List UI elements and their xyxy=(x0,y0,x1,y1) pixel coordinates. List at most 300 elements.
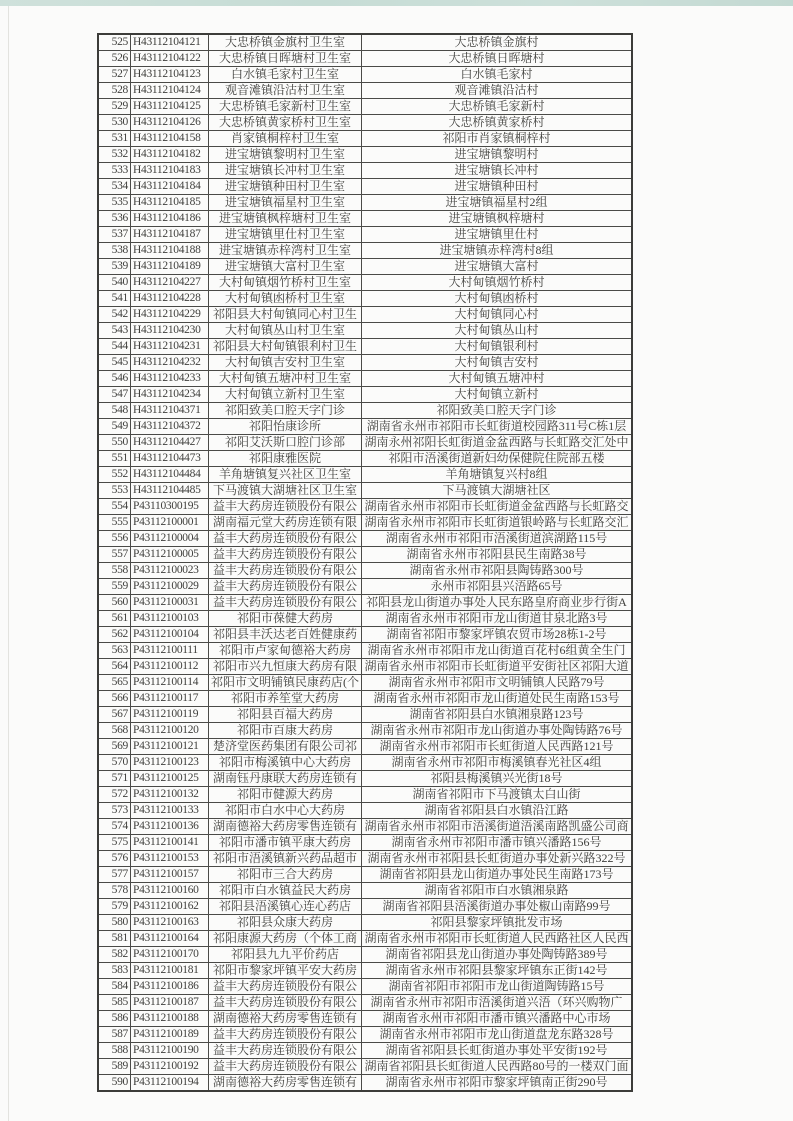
org-address-cell: 祁阳市肖家镇桐梓村 xyxy=(362,131,633,147)
table-row xyxy=(98,1043,632,1059)
org-name-cell: 湖南德裕大药房零售连锁有 xyxy=(209,1075,362,1092)
row-number-cell: 575 xyxy=(98,835,131,851)
row-number-cell: 541 xyxy=(98,291,131,307)
org-address-cell: 大村甸镇五塘冲村 xyxy=(362,371,633,387)
table-row xyxy=(98,51,632,67)
table-row xyxy=(98,307,632,323)
row-number-cell: 530 xyxy=(98,115,131,131)
org-code-cell: H43112104126 xyxy=(131,115,209,131)
row-number-cell: 535 xyxy=(98,195,131,211)
row-number-cell: 587 xyxy=(98,1027,131,1043)
org-address-cell: 大忠桥镇日晖塘村 xyxy=(362,51,633,67)
table-row xyxy=(98,579,632,595)
org-address-cell: 湖南省永州市祁阳市潘市镇兴潘路中心市场 xyxy=(362,1011,633,1027)
org-name-cell: 大村甸镇烟竹桥村卫生室 xyxy=(209,275,362,291)
org-code-cell: H43112104473 xyxy=(131,451,209,467)
org-code-cell: P43112100123 xyxy=(131,755,209,771)
org-address-cell: 大村甸镇吉安村 xyxy=(362,355,633,371)
org-name-cell: 大忠桥镇黄家桥村卫生室 xyxy=(209,115,362,131)
row-number-cell: 556 xyxy=(98,531,131,547)
org-code-cell: P43112100162 xyxy=(131,899,209,915)
org-name-cell: 大村甸镇五塘冲村卫生室 xyxy=(209,371,362,387)
row-number-cell: 529 xyxy=(98,99,131,115)
org-address-cell: 永州市祁阳县兴浯路65号 xyxy=(362,579,633,595)
org-code-cell: H43112104371 xyxy=(131,403,209,419)
table-row xyxy=(98,947,632,963)
org-code-cell: P43112100031 xyxy=(131,595,209,611)
org-code-cell: P43112100103 xyxy=(131,611,209,627)
table-row xyxy=(98,627,632,643)
org-code-cell: P43112100125 xyxy=(131,771,209,787)
org-address-cell: 湖南永州祁阳长虹街道金盆西路与长虹路交汇处中 xyxy=(362,435,633,451)
row-number-cell: 557 xyxy=(98,547,131,563)
org-address-cell: 羊角塘镇复兴村8组 xyxy=(362,467,633,483)
org-address-cell: 湖南省祁阳市祁阳市龙山街道陶铸路15号 xyxy=(362,979,633,995)
org-code-cell: P43112100121 xyxy=(131,739,209,755)
org-code-cell: P43112100104 xyxy=(131,627,209,643)
org-code-cell: H43112104121 xyxy=(131,34,209,51)
scan-edge-artifact xyxy=(0,0,793,6)
table-row xyxy=(98,227,632,243)
table-row xyxy=(98,275,632,291)
table-row xyxy=(98,339,632,355)
org-address-cell: 大村甸镇丛山村 xyxy=(362,323,633,339)
org-code-cell: P43110300195 xyxy=(131,499,209,515)
org-address-cell: 湖南省祁阳县长虹街道人民西路80号的一楼双门面 xyxy=(362,1059,633,1075)
table-row xyxy=(98,723,632,739)
org-name-cell: 祁阳市百康大药房 xyxy=(209,723,362,739)
org-address-cell: 大村甸镇凼桥村 xyxy=(362,291,633,307)
org-address-cell: 湖南省永州市祁阳市龙山街道百花村6组黄全生门 xyxy=(362,643,633,659)
org-name-cell: 湖南德裕大药房零售连锁有 xyxy=(209,819,362,835)
org-address-cell: 湖南省永州市祁阳县陶铸路300号 xyxy=(362,563,633,579)
org-name-cell: 益丰大药房连锁股份有限公 xyxy=(209,595,362,611)
org-address-cell: 湖南省永州市祁阳市浯溪街道浯溪南路凯盛公司商 xyxy=(362,819,633,835)
row-number-cell: 584 xyxy=(98,979,131,995)
org-code-cell: P43112100120 xyxy=(131,723,209,739)
org-code-cell: H43112104125 xyxy=(131,99,209,115)
org-address-cell: 湖南省祁阳市白水镇湘泉路 xyxy=(362,883,633,899)
org-name-cell: 祁阳市梅溪镇中心大药房 xyxy=(209,755,362,771)
org-code-cell: P43112100029 xyxy=(131,579,209,595)
org-code-cell: H43112104183 xyxy=(131,163,209,179)
org-address-cell: 湖南省永州市祁阳市长虹街道平安街社区祁阳大道 xyxy=(362,659,633,675)
org-address-cell: 大忠桥镇金旗村 xyxy=(362,34,633,51)
row-number-cell: 588 xyxy=(98,1043,131,1059)
org-code-cell: H43112104186 xyxy=(131,211,209,227)
org-name-cell: 进宝塘镇里仕村卫生室 xyxy=(209,227,362,243)
table-row xyxy=(98,739,632,755)
org-address-cell: 湖南省永州市祁阳市黎家坪镇南正街290号 xyxy=(362,1075,633,1092)
org-address-cell: 湖南省永州市祁阳市长虹街道校园路311号C栋1层 xyxy=(362,419,633,435)
row-number-cell: 581 xyxy=(98,931,131,947)
org-code-cell: H43112104187 xyxy=(131,227,209,243)
table-row xyxy=(98,979,632,995)
org-address-cell: 湖南省永州市祁阳市龙山街道处民生南路153号 xyxy=(362,691,633,707)
row-number-cell: 549 xyxy=(98,419,131,435)
org-address-cell: 湖南省祁阳县龙山街道办事处民生南路173号 xyxy=(362,867,633,883)
org-name-cell: 益丰大药房连锁股份有限公 xyxy=(209,1043,362,1059)
table-row xyxy=(98,259,632,275)
table-row xyxy=(98,691,632,707)
row-number-cell: 568 xyxy=(98,723,131,739)
org-name-cell: 祁阳县浯溪镇心连心药店 xyxy=(209,899,362,915)
org-code-cell: P43112100189 xyxy=(131,1027,209,1043)
org-address-cell: 湖南省永州市祁阳市龙山街道盘龙东路328号 xyxy=(362,1027,633,1043)
org-name-cell: 湖南福元堂大药房连锁有限 xyxy=(209,515,362,531)
org-address-cell: 进宝塘镇黎明村 xyxy=(362,147,633,163)
org-name-cell: 祁阳市黎家坪镇平安大药房 xyxy=(209,963,362,979)
org-code-cell: P43112100190 xyxy=(131,1043,209,1059)
table-row xyxy=(98,243,632,259)
org-code-cell: H43112104233 xyxy=(131,371,209,387)
org-name-cell: 祁阳市浯溪镇新兴药品超市 xyxy=(209,851,362,867)
table-row xyxy=(98,867,632,883)
table-row xyxy=(98,883,632,899)
org-code-cell: H43112104123 xyxy=(131,67,209,83)
org-code-cell: P43112100001 xyxy=(131,515,209,531)
row-number-cell: 532 xyxy=(98,147,131,163)
org-name-cell: 祁阳市白水中心大药房 xyxy=(209,803,362,819)
table-row xyxy=(98,403,632,419)
row-number-cell: 531 xyxy=(98,131,131,147)
org-code-cell: P43112100164 xyxy=(131,931,209,947)
table-row xyxy=(98,291,632,307)
org-name-cell: 祁阳县丰沃达老百姓健康药 xyxy=(209,627,362,643)
row-number-cell: 574 xyxy=(98,819,131,835)
org-code-cell: H43112104227 xyxy=(131,275,209,291)
scan-left-edge-line xyxy=(8,6,9,1121)
org-name-cell: 益丰大药房连锁股份有限公 xyxy=(209,979,362,995)
row-number-cell: 589 xyxy=(98,1059,131,1075)
org-address-cell: 湖南省永州市祁阳市长虹街道人民西路社区人民西 xyxy=(362,931,633,947)
org-code-cell: P43112100133 xyxy=(131,803,209,819)
org-code-cell: H43112104182 xyxy=(131,147,209,163)
table-row xyxy=(98,515,632,531)
table-row xyxy=(98,643,632,659)
table-row xyxy=(98,675,632,691)
row-number-cell: 572 xyxy=(98,787,131,803)
table-row xyxy=(98,547,632,563)
org-name-cell: 益丰大药房连锁股份有限公 xyxy=(209,531,362,547)
org-name-cell: 祁阳县众康大药房 xyxy=(209,915,362,931)
org-name-cell: 祁阳市白水镇益民大药房 xyxy=(209,883,362,899)
row-number-cell: 562 xyxy=(98,627,131,643)
org-address-cell: 湖南省祁阳县白水镇沿江路 xyxy=(362,803,633,819)
org-name-cell: 祁阳县大村甸镇同心村卫生 xyxy=(209,307,362,323)
row-number-cell: 542 xyxy=(98,307,131,323)
org-address-cell: 湖南省永州市祁阳市长虹街道人民西路121号 xyxy=(362,739,633,755)
org-code-cell: P43112100119 xyxy=(131,707,209,723)
row-number-cell: 582 xyxy=(98,947,131,963)
org-name-cell: 祁阳市健源大药房 xyxy=(209,787,362,803)
org-name-cell: 祁阳市卢家甸德裕大药房 xyxy=(209,643,362,659)
org-code-cell: P43112100188 xyxy=(131,1011,209,1027)
row-number-cell: 546 xyxy=(98,371,131,387)
row-number-cell: 539 xyxy=(98,259,131,275)
org-code-cell: H43112104231 xyxy=(131,339,209,355)
org-code-cell: P43112100153 xyxy=(131,851,209,867)
org-address-cell: 大村甸镇立新村 xyxy=(362,387,633,403)
org-address-cell: 下马渡镇大湖塘社区 xyxy=(362,483,633,499)
row-number-cell: 563 xyxy=(98,643,131,659)
org-code-cell: P43112100117 xyxy=(131,691,209,707)
org-name-cell: 大忠桥镇毛家新村卫生室 xyxy=(209,99,362,115)
org-code-cell: H43112104232 xyxy=(131,355,209,371)
org-name-cell: 进宝塘镇黎明村卫生室 xyxy=(209,147,362,163)
org-address-cell: 大村甸镇同心村 xyxy=(362,307,633,323)
org-code-cell: P43112100170 xyxy=(131,947,209,963)
table-row xyxy=(98,899,632,915)
org-name-cell: 白水镇毛家村卫生室 xyxy=(209,67,362,83)
table-row xyxy=(98,963,632,979)
row-number-cell: 544 xyxy=(98,339,131,355)
table-row xyxy=(98,323,632,339)
row-number-cell: 570 xyxy=(98,755,131,771)
org-address-cell: 祁阳县龙山街道办事处人民东路皇府商业步行街A xyxy=(362,595,633,611)
org-code-cell: P43112100186 xyxy=(131,979,209,995)
table-row xyxy=(98,531,632,547)
org-name-cell: 祁阳市潘市镇平康大药房 xyxy=(209,835,362,851)
org-address-cell: 湖南省永州市祁阳市龙山街道甘泉北路3号 xyxy=(362,611,633,627)
org-code-cell: P43112100111 xyxy=(131,643,209,659)
org-name-cell: 大村甸镇凼桥村卫生室 xyxy=(209,291,362,307)
row-number-cell: 528 xyxy=(98,83,131,99)
table-row xyxy=(98,1011,632,1027)
table-row xyxy=(98,195,632,211)
table-row xyxy=(98,1027,632,1043)
org-name-cell: 祁阳市三合大药房 xyxy=(209,867,362,883)
table-row xyxy=(98,163,632,179)
table-row xyxy=(98,611,632,627)
table-row xyxy=(98,387,632,403)
org-address-cell: 湖南省祁阳县长虹街道办事处平安街192号 xyxy=(362,1043,633,1059)
org-address-cell: 湖南省永州市祁阳县长虹街道办事处新兴路322号 xyxy=(362,851,633,867)
table-row xyxy=(98,1059,632,1075)
org-name-cell: 进宝塘镇福星村卫生室 xyxy=(209,195,362,211)
table-row xyxy=(98,131,632,147)
org-address-cell: 湖南省祁阳市下马渡镇太白山街 xyxy=(362,787,633,803)
org-address-cell: 进宝塘镇种田村 xyxy=(362,179,633,195)
org-name-cell: 进宝塘镇赤梓湾村卫生室 xyxy=(209,243,362,259)
org-code-cell: P43112100136 xyxy=(131,819,209,835)
org-address-cell: 湖南省永州市祁阳市文明铺镇人民路79号 xyxy=(362,675,633,691)
row-number-cell: 551 xyxy=(98,451,131,467)
table-row xyxy=(98,179,632,195)
table-row xyxy=(98,563,632,579)
row-number-cell: 559 xyxy=(98,579,131,595)
org-address-cell: 湖南省永州市祁阳市浯溪街道兴浯（环兴购物广 xyxy=(362,995,633,1011)
org-name-cell: 羊角塘镇复兴社区卫生室 xyxy=(209,467,362,483)
org-code-cell: H43112104185 xyxy=(131,195,209,211)
row-number-cell: 547 xyxy=(98,387,131,403)
org-code-cell: H43112104184 xyxy=(131,179,209,195)
row-number-cell: 526 xyxy=(98,51,131,67)
table-row xyxy=(98,451,632,467)
org-name-cell: 益丰大药房连锁股份有限公 xyxy=(209,579,362,595)
table-row xyxy=(98,851,632,867)
row-number-cell: 550 xyxy=(98,435,131,451)
row-number-cell: 534 xyxy=(98,179,131,195)
org-address-cell: 白水镇毛家村 xyxy=(362,67,633,83)
row-number-cell: 565 xyxy=(98,675,131,691)
org-name-cell: 进宝塘镇枫梓塘村卫生室 xyxy=(209,211,362,227)
org-code-cell: H43112104228 xyxy=(131,291,209,307)
row-number-cell: 548 xyxy=(98,403,131,419)
row-number-cell: 576 xyxy=(98,851,131,867)
org-address-cell: 大忠桥镇毛家新村 xyxy=(362,99,633,115)
org-code-cell: H43112104372 xyxy=(131,419,209,435)
org-address-cell: 湖南省永州市祁阳市长虹街道金盆西路与长虹路交 xyxy=(362,499,633,515)
table-row xyxy=(98,803,632,819)
org-name-cell: 大村甸镇吉安村卫生室 xyxy=(209,355,362,371)
org-name-cell: 大忠桥镇金旗村卫生室 xyxy=(209,34,362,51)
org-name-cell: 祁阳县百福大药房 xyxy=(209,707,362,723)
org-code-cell: P43112100004 xyxy=(131,531,209,547)
table-row xyxy=(98,755,632,771)
org-name-cell: 祁阳致美口腔天字门诊 xyxy=(209,403,362,419)
row-number-cell: 552 xyxy=(98,467,131,483)
org-name-cell: 祁阳市葆健大药房 xyxy=(209,611,362,627)
org-name-cell: 大忠桥镇日晖塘村卫生室 xyxy=(209,51,362,67)
row-number-cell: 567 xyxy=(98,707,131,723)
row-number-cell: 564 xyxy=(98,659,131,675)
row-number-cell: 571 xyxy=(98,771,131,787)
org-name-cell: 下马渡镇大湖塘社区卫生室 xyxy=(209,483,362,499)
table-row xyxy=(98,915,632,931)
org-code-cell: P43112100187 xyxy=(131,995,209,1011)
row-number-cell: 579 xyxy=(98,899,131,915)
org-name-cell: 益丰大药房连锁股份有限公 xyxy=(209,563,362,579)
table-row xyxy=(98,595,632,611)
org-address-cell: 进宝塘镇枫梓塘村 xyxy=(362,211,633,227)
org-code-cell: H43112104229 xyxy=(131,307,209,323)
row-number-cell: 527 xyxy=(98,67,131,83)
org-name-cell: 进宝塘镇大富村卫生室 xyxy=(209,259,362,275)
org-address-cell: 祁阳致美口腔天字门诊 xyxy=(362,403,633,419)
org-name-cell: 益丰大药房连锁股份有限公 xyxy=(209,499,362,515)
org-address-cell: 进宝塘镇里仕村 xyxy=(362,227,633,243)
row-number-cell: 566 xyxy=(98,691,131,707)
org-code-cell: P43112100181 xyxy=(131,963,209,979)
org-code-cell: P43112100192 xyxy=(131,1059,209,1075)
org-code-cell: H43112104122 xyxy=(131,51,209,67)
row-number-cell: 577 xyxy=(98,867,131,883)
row-number-cell: 561 xyxy=(98,611,131,627)
org-code-cell: P43112100005 xyxy=(131,547,209,563)
org-address-cell: 湖南省永州市祁阳市浯溪街道滨湖路115号 xyxy=(362,531,633,547)
org-name-cell: 益丰大药房连锁股份有限公 xyxy=(209,1027,362,1043)
table-row xyxy=(98,499,632,515)
org-address-cell: 祁阳市浯溪街道新妇幼保健院住院部五楼 xyxy=(362,451,633,467)
org-code-cell: H43112104158 xyxy=(131,131,209,147)
org-code-cell: P43112100114 xyxy=(131,675,209,691)
org-name-cell: 益丰大药房连锁股份有限公 xyxy=(209,547,362,563)
org-code-cell: H43112104484 xyxy=(131,467,209,483)
org-address-cell: 进宝塘镇大富村 xyxy=(362,259,633,275)
table-row xyxy=(98,419,632,435)
org-code-cell: H43112104427 xyxy=(131,435,209,451)
row-number-cell: 586 xyxy=(98,1011,131,1027)
table-row xyxy=(98,771,632,787)
org-address-cell: 大忠桥镇黄家桥村 xyxy=(362,115,633,131)
table-row xyxy=(98,835,632,851)
org-address-cell: 进宝塘镇赤梓湾村8组 xyxy=(362,243,633,259)
table-row xyxy=(98,1075,632,1092)
org-address-cell: 进宝塘镇长冲村 xyxy=(362,163,633,179)
org-name-cell: 湖南德裕大药房零售连锁有 xyxy=(209,1011,362,1027)
org-code-cell: P43112100163 xyxy=(131,915,209,931)
org-code-cell: H43112104485 xyxy=(131,483,209,499)
table-row xyxy=(98,707,632,723)
row-number-cell: 569 xyxy=(98,739,131,755)
org-table-body xyxy=(98,34,632,1091)
org-code-cell: P43112100157 xyxy=(131,867,209,883)
table-row xyxy=(98,147,632,163)
org-address-cell: 进宝塘镇福星村2组 xyxy=(362,195,633,211)
org-code-cell: P43112100132 xyxy=(131,787,209,803)
org-address-cell: 湖南省永州市祁阳市长虹街道银岭路与长虹路交汇 xyxy=(362,515,633,531)
table-row xyxy=(98,83,632,99)
org-address-cell: 湖南省永州市祁阳市梅溪镇春光社区4组 xyxy=(362,755,633,771)
table-row xyxy=(98,115,632,131)
org-name-cell: 祁阳县大村甸镇银利村卫生 xyxy=(209,339,362,355)
org-name-cell: 大村甸镇立新村卫生室 xyxy=(209,387,362,403)
row-number-cell: 590 xyxy=(98,1075,131,1092)
org-code-cell: H43112104124 xyxy=(131,83,209,99)
org-address-cell: 湖南省永州市祁阳县黎家坪镇东正街142号 xyxy=(362,963,633,979)
table-row xyxy=(98,371,632,387)
row-number-cell: 538 xyxy=(98,243,131,259)
row-number-cell: 580 xyxy=(98,915,131,931)
table-row xyxy=(98,659,632,675)
org-code-cell: H43112104189 xyxy=(131,259,209,275)
org-address-cell: 祁阳县梅溪镇兴光街18号 xyxy=(362,771,633,787)
table-row xyxy=(98,931,632,947)
org-address-cell: 湖南省祁阳市黎家坪镇农贸市场28栋1-2号 xyxy=(362,627,633,643)
org-name-cell: 大村甸镇丛山村卫生室 xyxy=(209,323,362,339)
org-name-cell: 祁阳市文明铺镇民康药店(个 xyxy=(209,675,362,691)
org-name-cell: 益丰大药房连锁股份有限公 xyxy=(209,1059,362,1075)
table-row xyxy=(98,211,632,227)
org-address-cell: 湖南省永州市祁阳市潘市镇兴潘路156号 xyxy=(362,835,633,851)
org-code-cell: H43112104188 xyxy=(131,243,209,259)
org-name-cell: 进宝塘镇长冲村卫生室 xyxy=(209,163,362,179)
table-row xyxy=(98,787,632,803)
org-name-cell: 益丰大药房连锁股份有限公 xyxy=(209,995,362,1011)
table-row xyxy=(98,34,632,51)
org-table xyxy=(97,33,633,1092)
org-address-cell: 湖南省祁阳县浯溪街道办事处椒山南路99号 xyxy=(362,899,633,915)
org-code-cell: P43112100023 xyxy=(131,563,209,579)
org-code-cell: P43112100194 xyxy=(131,1075,209,1092)
org-name-cell: 祁阳市养笙堂大药房 xyxy=(209,691,362,707)
table-row xyxy=(98,99,632,115)
table-row xyxy=(98,467,632,483)
table-row xyxy=(98,435,632,451)
row-number-cell: 553 xyxy=(98,483,131,499)
org-address-cell: 大村甸镇烟竹桥村 xyxy=(362,275,633,291)
org-address-cell: 观音滩镇沿沽村 xyxy=(362,83,633,99)
org-name-cell: 祁阳康源大药房（个体工商 xyxy=(209,931,362,947)
org-name-cell: 湖南钰丹康联大药房连锁有 xyxy=(209,771,362,787)
row-number-cell: 585 xyxy=(98,995,131,1011)
row-number-cell: 554 xyxy=(98,499,131,515)
row-number-cell: 543 xyxy=(98,323,131,339)
org-name-cell: 进宝塘镇种田村卫生室 xyxy=(209,179,362,195)
row-number-cell: 558 xyxy=(98,563,131,579)
org-code-cell: H43112104234 xyxy=(131,387,209,403)
